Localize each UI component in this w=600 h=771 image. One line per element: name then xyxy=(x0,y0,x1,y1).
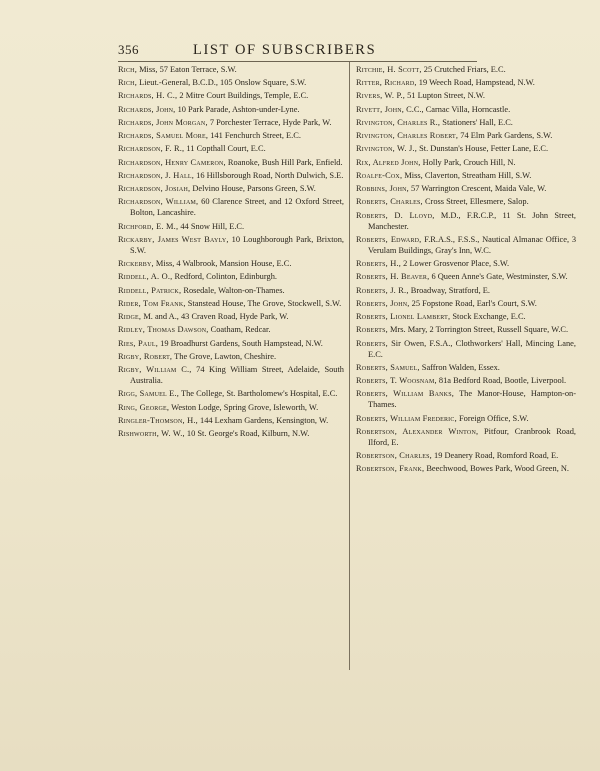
subscriber-entry xyxy=(356,234,576,256)
subscriber-name: Roberts, Lionel Lambert, xyxy=(356,312,451,322)
subscriber-name: Roberts, xyxy=(356,325,388,335)
subscriber-entry xyxy=(356,324,576,335)
subscriber-address: 11 Copthall Court, E.C. xyxy=(184,144,266,154)
subscriber-name: Ring, George, xyxy=(118,402,170,412)
subscriber-address: Coatham, Redcar. xyxy=(208,325,271,335)
subscriber-address: 44 Snow Hill, E.C. xyxy=(178,221,245,231)
subscriber-name: Roberts, Samuel, xyxy=(356,362,420,372)
subscriber-address: The Manor-House, Hampton-on-Thames. xyxy=(368,389,577,410)
subscriber-name: Ridge, xyxy=(118,312,142,322)
subscriber-name: Rivington, Charles R., xyxy=(356,117,441,127)
subscriber-address: 25 Fopstone Road, Earl's Court, S.W. xyxy=(409,298,537,308)
subscriber-address: 19 Deanery Road, Romford Road, E. xyxy=(431,451,559,461)
subscriber-address: 144 Lexham Gardens, Kensington, W. xyxy=(197,415,329,425)
subscriber-entry xyxy=(356,311,576,322)
subscriber-name: Ritter, Richard, xyxy=(356,78,417,88)
subscriber-entry xyxy=(118,415,344,426)
subscriber-name: Roberts, Charles, xyxy=(356,197,423,207)
subscriber-name: Rich, xyxy=(118,65,138,74)
subscriber-entry xyxy=(356,298,576,309)
subscriber-address: C.C., Carnac Villa, Horncastle. xyxy=(404,104,511,114)
subscriber-entry xyxy=(118,338,344,349)
subscriber-entry xyxy=(356,104,576,115)
subscriber-entry xyxy=(118,428,344,439)
subscriber-entry xyxy=(118,311,344,322)
subscriber-address: Delvino House, Parsons Green, S.W. xyxy=(190,184,316,194)
subscriber-address: 2 Mitre Court Buildings, Temple, E.C. xyxy=(177,91,309,101)
subscriber-name: Ritchie, H. Scott, xyxy=(356,65,422,74)
subscriber-address: Pitfour, Cranbrook Road, Ilford, E. xyxy=(368,426,576,447)
subscriber-entry xyxy=(356,210,576,232)
subscriber-address: 60 Clarence Street, and 12 Oxford Street, Bolton, Lancashire. xyxy=(130,197,344,218)
subscriber-entry xyxy=(118,351,344,362)
column-divider xyxy=(349,62,350,670)
subscriber-address: 19 Weech Road, Hampstead, N.W. xyxy=(416,78,535,88)
subscriber-entry xyxy=(356,196,576,207)
subscriber-entry xyxy=(118,104,344,115)
subscriber-name: Roberts, D. Lloyd, xyxy=(356,210,435,220)
subscriber-name: Rickerby, xyxy=(118,259,154,269)
header-rule xyxy=(118,61,477,62)
subscriber-entry xyxy=(118,285,344,296)
subscriber-name: Rivers, W. P., xyxy=(356,91,405,101)
subscriber-entry xyxy=(118,271,344,282)
subscriber-name: Richards, H. C., xyxy=(118,91,178,101)
subscriber-address: 10 Loughborough Park, Brixton, S.W. xyxy=(130,234,345,255)
subscriber-entry xyxy=(118,170,344,181)
subscriber-entry xyxy=(118,143,344,154)
subscriber-name: Roberts, John, xyxy=(356,298,410,308)
subscriber-entry xyxy=(118,117,344,128)
subscriber-entry xyxy=(356,117,576,128)
subscriber-entry xyxy=(356,183,576,194)
subscriber-name: Richards, John, xyxy=(118,104,176,114)
subscriber-name: Roberts, T. Woosnam, xyxy=(356,376,437,386)
subscriber-address: F.R.A.S., F.S.S., Nautical Almanac Office, 3 Verulam Buildings, Gray's Inn, W.C. xyxy=(368,234,577,255)
subscriber-entry xyxy=(356,157,576,168)
subscriber-entry xyxy=(118,196,344,218)
subscriber-address: 16 Hillsborough Road, North Dulwich, S.E. xyxy=(194,170,344,180)
subscriber-entry xyxy=(356,64,576,75)
subscriber-entry xyxy=(356,77,576,88)
subscriber-entry xyxy=(356,450,576,461)
subscriber-name: Richardson, William, xyxy=(118,197,199,207)
subscriber-address: Miss, Claverton, Streatham Hill, S.W. xyxy=(402,170,532,180)
subscriber-address: Foreign Office, S.W. xyxy=(456,413,529,423)
subscriber-address: Broadway, Stratford, E. xyxy=(408,285,490,295)
subscriber-address: 7 Porchester Terrace, Hyde Park, W. xyxy=(207,117,332,127)
subscriber-name: Richards, Samuel More, xyxy=(118,131,209,141)
subscriber-entry xyxy=(356,271,576,282)
page-number: 356 xyxy=(118,42,139,57)
subscriber-address: 57 Warrington Crescent, Maida Vale, W. xyxy=(408,184,547,194)
subscriber-entry xyxy=(118,183,344,194)
subscriber-address: 25 Crutched Friars, E.C. xyxy=(421,65,506,74)
subscriber-address: The College, St. Bartholomew's Hospital, E.C. xyxy=(179,389,338,399)
subscriber-entry xyxy=(356,426,576,448)
subscriber-address: 10 St. George's Road, Kilburn, N.W. xyxy=(184,429,310,438)
subscriber-name: Roberts, H., xyxy=(356,259,402,269)
subscriber-entry xyxy=(118,64,344,75)
subscriber-entry xyxy=(356,130,576,141)
subscriber-name: Robertson, Frank, xyxy=(356,464,425,474)
subscriber-name: Robertson, Charles, xyxy=(356,451,432,461)
subscriber-entry xyxy=(118,221,344,232)
subscriber-name: Richardson, Josiah, xyxy=(118,184,191,194)
right-column xyxy=(356,64,576,477)
subscriber-address: 19 Broadhurst Gardens, South Hampstead, N.W. xyxy=(158,338,323,348)
subscriber-address: Miss, 57 Eaton Terrace, S.W. xyxy=(137,65,237,74)
subscriber-entry xyxy=(356,258,576,269)
subscriber-entry xyxy=(118,402,344,413)
subscriber-entry xyxy=(356,338,576,360)
subscriber-address: 141 Fenchurch Street, E.C. xyxy=(208,131,301,141)
subscriber-address: Miss, 4 Walbrook, Mansion House, E.C. xyxy=(153,259,292,269)
subscriber-address: Lieut.-General, B.C.D., 105 Onslow Square, S.W. xyxy=(137,78,307,88)
subscriber-address: Rosedale, Walton-on-Thames. xyxy=(181,285,285,295)
subscriber-address: 74 Elm Park Gardens, S.W. xyxy=(458,131,553,141)
subscriber-entry xyxy=(118,364,344,386)
subscriber-name: Riddell, Patrick, xyxy=(118,285,182,295)
subscriber-name: Richardson, F. R., xyxy=(118,144,185,154)
subscriber-name: Roalfe-Cox, xyxy=(356,170,403,180)
running-title: LIST OF SUBSCRIBERS xyxy=(193,42,377,58)
subscriber-name: Rivett, John, xyxy=(356,104,405,114)
subscriber-entry xyxy=(356,143,576,154)
subscriber-entry xyxy=(118,234,344,256)
subscriber-entry xyxy=(118,324,344,335)
subscriber-entry xyxy=(356,170,576,181)
left-column xyxy=(118,64,344,441)
subscriber-name: Richards, John Morgan, xyxy=(118,117,208,127)
subscriber-name: Richardson, Henry Cameron, xyxy=(118,157,226,167)
subscriber-entry xyxy=(118,90,344,101)
subscriber-entry xyxy=(118,130,344,141)
subscriber-name: Ries, Paul, xyxy=(118,338,159,348)
subscriber-address: M. and A., 43 Craven Road, Hyde Park, W. xyxy=(141,312,289,322)
subscriber-address: Stock Exchange, E.C. xyxy=(450,312,526,322)
subscriber-address: The Grove, Lawton, Cheshire. xyxy=(172,351,277,361)
subscriber-entry xyxy=(356,375,576,386)
subscriber-address: Saffron Walden, Essex. xyxy=(419,362,500,372)
page-header xyxy=(118,42,478,59)
subscriber-name: Richardson, J. Hall, xyxy=(118,170,195,180)
subscriber-address: Stationers' Hall, E.C. xyxy=(440,117,513,127)
subscriber-name: Rigby, Robert, xyxy=(118,351,173,361)
subscriber-name: Roberts, J. R., xyxy=(356,285,409,295)
subscriber-address: Redford, Colinton, Edinburgh. xyxy=(172,272,277,282)
subscriber-name: Rich, xyxy=(118,78,138,88)
subscriber-address: Sir Owen, F.S.A., Clothworkers' Hall, Mincing Lane, E.C. xyxy=(368,338,576,359)
subscriber-address: Holly Park, Crouch Hill, N. xyxy=(420,157,516,167)
subscriber-address: Roanoke, Bush Hill Park, Enfield. xyxy=(225,157,343,167)
subscriber-name: Ringler-Thomson, H., xyxy=(118,415,198,425)
subscriber-entry xyxy=(356,388,576,410)
subscriber-name: Roberts, H. Beaver, xyxy=(356,272,430,282)
subscriber-address: Beechwood, Bowes Park, Wood Green, N. xyxy=(424,464,570,474)
subscriber-name: Rix, Alfred John, xyxy=(356,157,421,167)
subscriber-name: Ridley, Thomas Dawson, xyxy=(118,325,209,335)
subscriber-address: 81a Bedford Road, Bootle, Liverpool. xyxy=(436,376,567,386)
subscriber-address: 51 Lupton Street, N.W. xyxy=(405,91,485,101)
subscriber-name: Roberts, William Frederic, xyxy=(356,413,457,423)
subscriber-address: 2 Lower Grosvenor Place, S.W. xyxy=(401,259,510,269)
subscriber-name: Rickarby, James West Bayly, xyxy=(118,234,229,244)
subscriber-name: Roberts, Edward, xyxy=(356,234,422,244)
subscriber-name: Roberts, William Banks, xyxy=(356,389,455,399)
subscriber-name: Roberts, xyxy=(356,338,388,348)
subscriber-address: Mrs. Mary, 2 Torrington Street, Russell Square, W.C. xyxy=(387,325,569,335)
subscriber-address: 74 King William Street, Adelaide, South Australia. xyxy=(130,365,344,386)
subscriber-name: Rivington, W. J., xyxy=(356,144,418,154)
subscriber-name: Rishworth, W. W., xyxy=(118,429,185,438)
subscriber-entry xyxy=(118,77,344,88)
subscriber-entry xyxy=(356,413,576,424)
subscriber-address: St. Dunstan's House, Fetter Lane, E.C. xyxy=(417,144,549,154)
subscriber-address: 6 Queen Anne's Gate, Westminster, S.W. xyxy=(429,272,568,282)
subscriber-name: Richford, E. M., xyxy=(118,221,179,231)
subscriber-address: Weston Lodge, Spring Grove, Isleworth, W. xyxy=(169,402,319,412)
subscriber-name: Robertson, Alexander Winton, xyxy=(356,426,479,436)
subscriber-entry xyxy=(356,90,576,101)
subscriber-entry xyxy=(118,388,344,399)
subscriber-entry xyxy=(118,258,344,269)
subscriber-address: Cross Street, Ellesmere, Salop. xyxy=(422,197,529,207)
subscriber-entry xyxy=(356,463,576,474)
subscriber-entry xyxy=(356,362,576,373)
subscriber-entry xyxy=(118,298,344,309)
subscriber-name: Riddell, A. O., xyxy=(118,272,173,282)
subscriber-name: Rigg, Samuel E., xyxy=(118,389,180,399)
subscriber-address: M.D., F.R.C.P., 11 St. John Street, Manchester. xyxy=(368,210,576,231)
subscriber-entry xyxy=(356,285,576,296)
subscriber-name: Rivington, Charles Robert, xyxy=(356,131,459,141)
subscriber-name: Rigby, William C., xyxy=(118,365,192,375)
subscriber-address: 10 Park Parade, Ashton-under-Lyne. xyxy=(175,104,300,114)
subscriber-address: Stanstead House, The Grove, Stockwell, S.W. xyxy=(185,298,342,308)
subscriber-name: Rider, Tom Frank, xyxy=(118,298,186,308)
subscriber-entry xyxy=(118,157,344,168)
subscriber-name: Robbins, John, xyxy=(356,184,409,194)
